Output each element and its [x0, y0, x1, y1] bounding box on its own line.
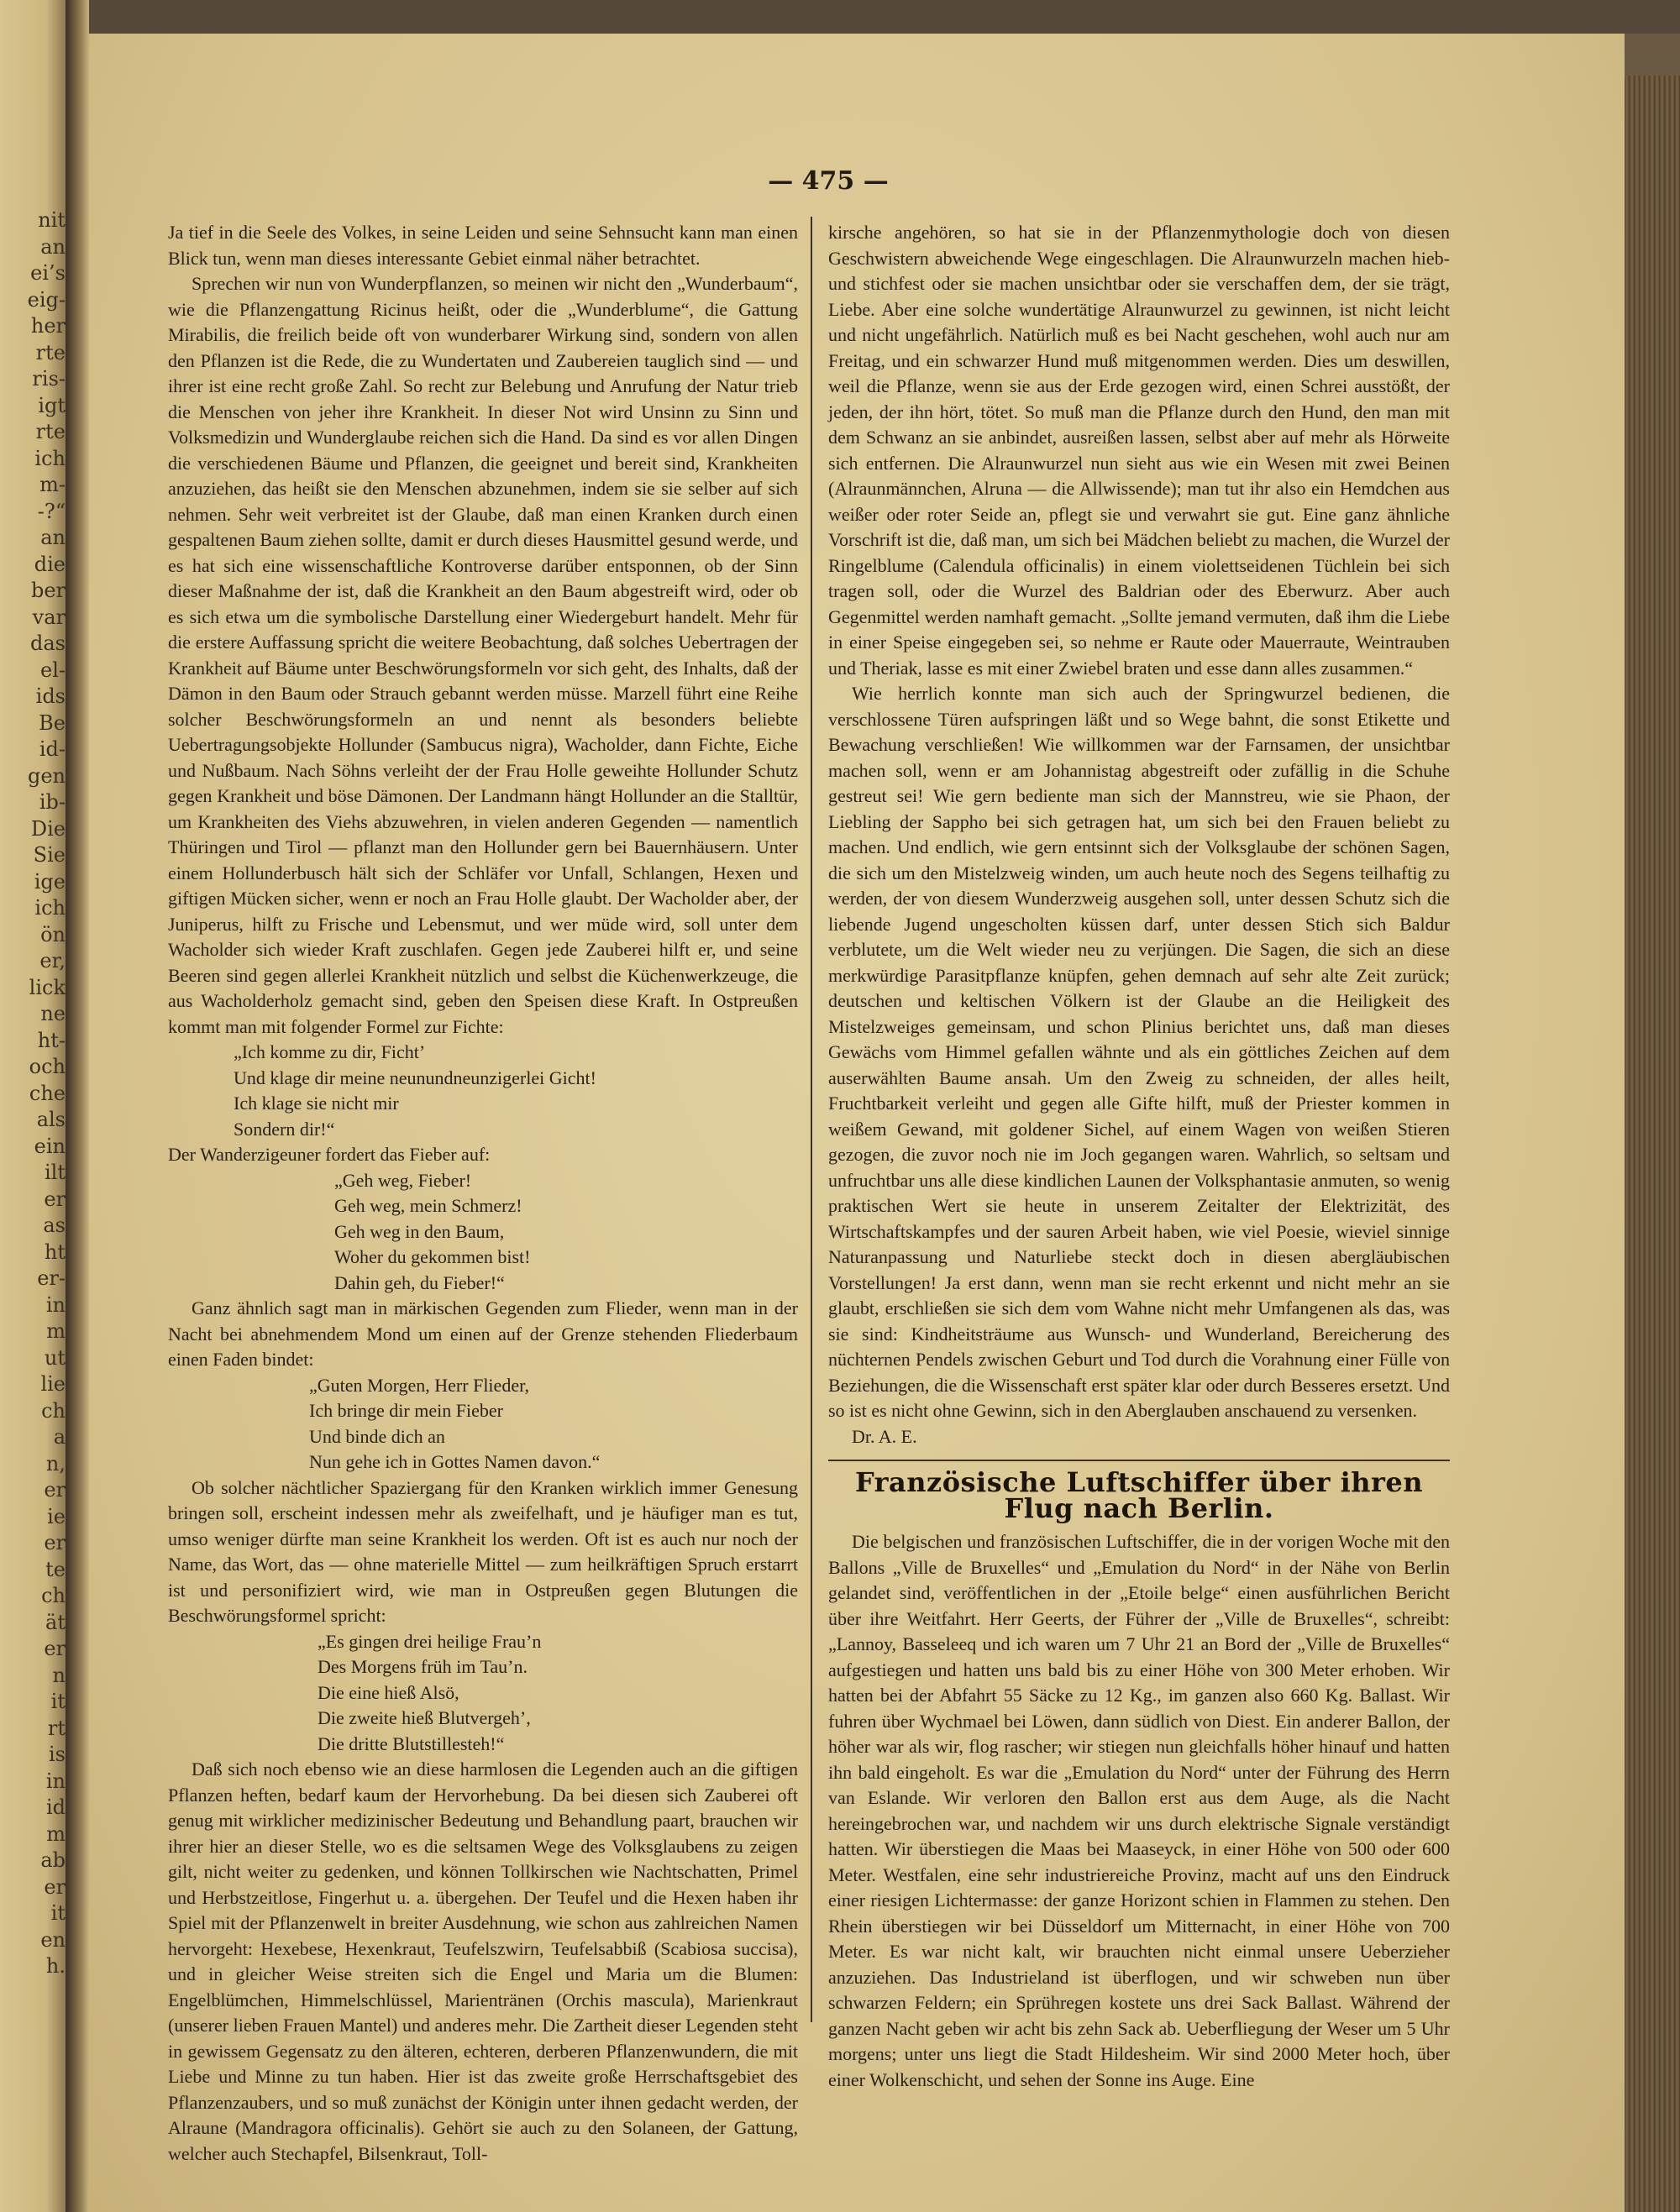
page-stack-edge: [1625, 76, 1680, 2212]
prev-page-fragment: m: [46, 1821, 66, 1846]
verse-line: „Geh weg, Fieber!: [334, 1169, 472, 1191]
prev-page-fragment: rt: [47, 1716, 66, 1740]
verse-line: Nun gehe ich in Gottes Namen davon.“: [309, 1451, 601, 1472]
prev-page-fragment: ut: [44, 1345, 66, 1370]
paragraph: Ob solcher nächtlicher Spaziergang für den Kranken wirklich immer Genesung bringen soll, erscheint indessen mehr als zweifelhaft, und je häufiger man es tut, umso weniger dürfte man seine Krankheit los werden. Oft ist es auch nur noch der Name, das Wort, das — ohne materielle Mittel — zum heilkräftigen Spruch erstarrt ist und personifiziert wird, wie man in Ostpreußen gegen Blutungen die Beschwörungsformel spricht:: [168, 1476, 798, 1626]
prev-page-fragment: ne: [40, 1002, 66, 1025]
prev-page-fragment: ich: [34, 896, 66, 920]
prev-page-fragment: ht-: [37, 1028, 66, 1052]
prev-page-fragment: as: [43, 1213, 66, 1237]
prev-page-fragment: en: [40, 1927, 66, 1952]
prev-page-fragment: ab: [40, 1848, 66, 1872]
prev-page-fragment: ib-: [39, 790, 66, 814]
paragraph: Sprechen wir nun von Wunderpflanzen, so meinen wir nicht den „Wunderbaum“, wie die Pflanzengattung Ricinus heißt, oder die „Wunderblume“, die Gattung Mirabilis, die freilich beide oft von wunderbarer Wirkung sind, sondern von allen den Pflanzen ist die Rede, die zu Wundertaten und Zaubereien tauglich sind — und ihrer ist eine recht große Zahl. So recht zur Belebung und Anrufung der Natur trieb die Menschen von jeher ihre Krankheit. In dieser Not wird Unsinn zu Sinn und Volksmedizin und Wunderglaube reichen sich die Hand. Da sind es vor allen Dingen die verschiedenen Bäume und Pflanzen, die geeignet und bereit sind, Krankheiten anzuziehen, das heißt sie den Menschen abzunehmen, indem sie sie selber auf sich nehmen. Sehr weit verbreitet ist der Glaube, daß man einen Kranken durch einen gespaltenen Baum ziehen sollte, damit er durch dieses Hausmittel gesund werde, und es hat sich eine wissenschaftliche Kontroverse darüber entsponnen, ob der Sinn dieser Maßnahme der ist, daß die Krankheit an den Baum abgestreift wird, oder ob es sich etwa um die symbolische Darstellung einer Wiedergeburt handelt. Mehr für die erstere Auffassung spricht die weitere Beobachtung, daß solches Uebertragen der Krankheit auf Bäume unter Beschwörungsformeln vor sich geht, des Inhalts, daß der Dämon in den Baum oder Strauch gebannt werden müsse. Marzell führt eine Reihe solcher Beschwörungsformeln an und nennt als besonders beliebte Uebertragungsobjekte Hollunder (Sambucus nigra), Wacholder, dann Fichte, Eiche und Nußbaum. Nach Söhns verleiht der der Frau Holle geweihte Hollunder Schutz gegen Krankheit und böse Dämonen. Der Landmann hängt Hollunder an die Stalltür, um Krankheiten des Viehs abzuwehren, in vielen anderen Gegenden — namentlich Thüringen und Tirol — pflanzt man den Hollunder gern bei Bauernhäusern. Unter einem Hollunderbusch hält sich der Schläfer vor Unfall, Schlangen, Hexen und giftigen Mücken sicher, wenn er noch an Frau Holle glaubt. Der Wacholder aber, der Juniperus, hilft zu Frische und Lebensmut, und wer müde wird, soll unter dem Wacholder sich wieder Kraft zuschlafen. Gegen jede Zauberei hilft er, und seine Beeren sind gegen allerlei Krankheit nützlich und selbst die Küchenwerkzeuge, die aus Wacholderholz gemacht sind, geben den Speisen diese Kraft. In Ostpreußen kommt man mit folgender Formel zur Fichte:: [168, 273, 798, 1037]
prev-page-fragment: it: [50, 1690, 66, 1713]
prev-page-fragment: ein: [34, 1134, 66, 1158]
prev-page-fragment: it: [50, 1901, 66, 1925]
headline-rule: [828, 1460, 1450, 1461]
prev-page-fragment: rte: [35, 340, 66, 364]
prev-page-fragment: er,: [39, 949, 66, 972]
prev-page-fragment: er: [44, 1531, 66, 1554]
prev-page-fragment: ch: [41, 1584, 66, 1607]
prev-page-fragment: Die: [30, 816, 66, 841]
paragraph: Wie herrlich konnte man sich auch der Springwurzel bedienen, die verschlossene Türen aufspringen läßt und so Wege bahnt, die sonst Etikette und Bewachung verschließen! Wie willkommen war der Farnsamen, der unsichtbar machen soll, wenn er am Johannistag abgestreift oder zufällig in die Schuhe gestreut sei! Wie gern bediente man sich der Mannstreu, wie sie Phaon, der Liebling der Sappho bei sich getragen hat, um sich bei den Frauen beliebt zu machen. Und endlich, wie gern entsinnt sich der Volksglaube der schönen Sagen, die sich um den Mistelzweig winden, um auch heute noch des Segens teilhaftig zu werden, der von diesem Wunderzweig ausgehen soll, unter dessen Schutz sich die liebende Jugend ungescholten küssen darf, unter dessen Stich sich Baldur verblutete, um die Welt wieder neu zu verjüngen. Die Sagen, die sich an diese merkwürdige Parasitpflanze knüpfen, gehen demnach auf sehr alte Zeit zurück; deutschen und keltischen Völkern ist der Glaube an die Heiligkeit des Mistelzweiges gemeinsam, und schon Plinius berichtet uns, daß man dieses Gewächs vom Himmel gefallen wähnte und als ein göttliches Zeichen auf dem auserwählten Baume ansah. Um den Zweig zu schneiden, der alles heilt, Fruchtbarkeit verleiht und gegen alle Gifte hilft, muß der Priester kommen in weißem Gewand, mit goldener Sichel, auf einem Wagen von weißen Stieren gezogen, die zuvor noch nie im Joch gegangen waren. Wahrlich, so seltsam und unfruchtbar uns alle diese kindlichen Launen der Volksphantasie anmuten, so wenig praktischen Wert sie heute in unserem Zeitalter der Elektrizität, des Wirtschaftskampfes und der sauren Arbeit haben, wie viel Poesie, wieviel sinnige Naturanpassung und Naturliebe steckt doch in diesen abergläubischen Vorstellungen! Ja erst dann, wenn man sie recht erkennt und nicht mehr an sie glaubt, erschließen sie sich dem vom Wahne nicht mehr Umfangenen als das, was sie sind: Kindheitsträume aus Wunsch- und Wunderland, Bereicherung des nüchternen Pendels zwischen Geburt und Tod durch die Vorahnung einer Fülle von Beziehungen, die die Wissenschaft erst später klar oder durch Besseres ersetzt. Und so ist es nicht ohne Gewinn, sich in den Aberglauben anschauend zu versenken.: [828, 683, 1450, 1421]
paragraph: Der Wanderzigeuner fordert das Fieber auf:: [168, 1144, 491, 1165]
verse-line: „Ich komme zu dir, Ficht’: [234, 1041, 426, 1062]
prev-page-fragment: gen: [27, 763, 66, 788]
verse-line: Die eine hieß Alsö,: [318, 1681, 459, 1703]
paragraph: kirsche angehören, so hat sie in der Pflanzenmythologie doch von diesen Geschwistern abweichende Wege eingeschlagen. Die Alraunwurzeln machen hieb- und stichfest oder sie machen unsichtbar oder sie verschaffen dem, der sie trägt, Liebe. Aber eine solche wundertätige Alraunwurzel zu gewinnen, ist nicht leicht und nicht ungefährlich. Natürlich muß es bei Nacht geschehen, wohl auch nur am Freitag, und ein schwarzer Hund muß mitgenommen werden. Dies um deswillen, weil die Pflanze, wenn sie aus der Erde gezogen wird, einen Schrei ausstößt, der jeden, der ihn hört, tötet. So muß man die Pflanze durch den Hund, den man mit dem Schwanz an sie anbindet, ausreißen lassen, selbst aber auf mehr als Hörweite sich entfernen. Die Alraunwurzel nun sieht aus wie ein Wesen mit zwei Beinen (Alraunmännchen, Alruna — die Allwissende); man tut ihr also ein Hemdchen aus weißer oder roter Seide an, pflegt sie und verwahrt sie gut. Eine ganz ähnliche Vorschrift ist die, daß man, um sich bei Mädchen beliebt zu machen, die Wurzel der Ringelblume (Calendula officinalis) in einem violettseidenen Tüchlein bei sich tragen soll, oder die Wurzel des Baldrian oder des Eberwurz. Aber auch Gegenmittel werden namhaft gemacht. „Sollte jemand vermuten, daß ihm die Liebe in einer Speise eingegeben sei, so nehme er Raute oder Mauerraute, Weintrauben und Theriak, lasse es mit einer Zwiebel braten und esse dann alles zusammen.“: [828, 222, 1450, 679]
prev-page-fragment: er: [44, 1478, 66, 1502]
prev-page-fragment: igt: [38, 393, 66, 417]
column-rule: [811, 217, 812, 2022]
prev-page-fragment: id-: [39, 737, 66, 761]
verse-line: „Guten Morgen, Herr Flieder,: [309, 1374, 530, 1396]
prev-page-fragment: a: [53, 1425, 66, 1449]
article-signature: Dr. A. E.: [852, 1425, 917, 1447]
prev-page-fragment: ch: [41, 1398, 66, 1423]
verse-line: Des Morgens früh im Tau’n.: [318, 1656, 528, 1677]
verse-line: „Es gingen drei heilige Frau’n: [318, 1630, 542, 1652]
article-headline: Französische Luftschiffer über ihren Flug nach Berlin.: [855, 1466, 1423, 1524]
prev-page-fragment: er: [44, 1874, 66, 1899]
prev-page-fragment: ber: [30, 579, 66, 602]
prev-page-fragment: m: [46, 1319, 66, 1343]
prev-page-fragment: ige: [34, 869, 66, 894]
page-number: — 475 —: [768, 166, 889, 196]
verse-line: Woher du gekommen bist!: [334, 1246, 531, 1267]
prev-page-fragment: die: [34, 552, 66, 576]
prev-page-fragment: te: [45, 1557, 66, 1581]
prev-page-fragment: n,: [45, 1451, 66, 1476]
verse-line: Dahin geh, du Fieber!“: [334, 1271, 505, 1293]
prev-page-fragment: -?“: [37, 499, 66, 523]
prev-page-fragment: das: [30, 632, 66, 655]
prev-page-fragment: ät: [45, 1610, 66, 1634]
prev-page-fragment: Be: [39, 710, 66, 735]
previous-page-edge: [0, 0, 66, 2212]
prev-page-fragment: lie: [40, 1372, 66, 1396]
right-column-body: [828, 220, 1450, 1424]
prev-page-fragment: m-: [39, 473, 66, 496]
left-column: [168, 220, 798, 2167]
verse-line: Und klage dir meine neunundneunzigerlei Gicht!: [234, 1067, 596, 1088]
prev-page-fragment: ei’s: [30, 261, 66, 285]
prev-page-fragment: el-: [40, 658, 66, 682]
prev-page-fragment: in: [45, 1292, 66, 1317]
prev-page-fragment: er-: [37, 1266, 66, 1290]
prev-page-fragment: n: [52, 1663, 66, 1687]
prev-page-fragment: an: [40, 234, 66, 259]
paragraph: Ganz ähnlich sagt man in märkischen Gegenden zum Flieder, wenn man in der Nacht bei abnehmendem Mond um einen auf der Grenze stehenden Fliederbaum einen Faden bindet:: [168, 1297, 798, 1370]
prev-page-fragment: er: [44, 1637, 66, 1660]
prev-page-fragment: h.: [45, 1954, 66, 1978]
verse-line: Sondern dir!“: [234, 1118, 335, 1140]
prev-page-fragment: rte: [35, 420, 66, 443]
prev-page-fragment: Sie: [33, 843, 66, 867]
prev-page-fragment: ön: [40, 922, 66, 946]
prev-page-fragment: var: [32, 605, 66, 629]
article-body: Die belgischen und französischen Luftschiffer, die in der vorigen Woche mit den Ballons „Ville de Bruxelles“ und „Emulation du Nord“ in der Nähe von Berlin gelandet sind, veröffentlichen in der „Etoile belge“ einen ausführlichen Bericht über ihre Weitfahrt. Herr Geerts, der Führer der „Ville de Bruxelles“, schreibt: „Lannoy, Basseleeq und ich waren um 7 Uhr 21 an Bord der „Ville de Bruxelles“ aufgestiegen und hatten uns bald bis zu einer Höhe von 300 Meter erhoben. Wir hatten bei der Abfahrt 55 Säcke zu 12 Kg., im ganzen also 660 Kg. Ballast. Wir fuhren über Wychmael bei Löwen, dann südlich von Diest. Ein anderer Ballon, der höher war als wir, flog rascher; wir stiegen nun gleichfalls höher hinauf und hatten ihn bald eingeholt. Es war die „Emulation du Nord“ unter der Führung des Herrn van Eslande. Wir verloren den Ballon erst aus dem Auge, als die Nacht hereingebrochen war, und nachdem wir uns durch elektrische Signale verständigt hatten. Wir überstiegen die Maas bei Maaseyck, in einer Höhe von 500 oder 600 Meter. Westfalen, eine sehr industriereiche Provinz, macht auf uns den Eindruck einer riesigen Lichtermasse: der ganze Horizont schien in Flammen zu stehen. Den Rhein überstiegen wir bei Düsseldorf um Mitternacht, in einer Höhe von 700 Meter. Es war nicht kalt, wir brauchten nicht einmal unsere Ueberzieher anzuziehen. Das Industrieland ist überflogen, und wir schweben nun über schwarzen Feldern; ein Sprühregen kostete uns drei Sack Ballast. Während der ganzen Nacht geben wir acht bis zehn Sack ab. Ueberfliegung der Weser um 5 Uhr morgens; unter uns liegt die Stadt Hildesheim. Wir sind 2000 Meter hoch, über einer Wolkenschicht, und sehen der Sonne ins Auge. Eine: [828, 1531, 1450, 2090]
book-gutter: [66, 0, 89, 2212]
verse-line: Geh weg, mein Schmerz!: [334, 1195, 522, 1216]
prev-page-fragment: in: [45, 1769, 66, 1793]
prev-page-fragment: is: [49, 1743, 66, 1766]
right-column: [828, 220, 1450, 2093]
verse-line: Ich klage sie nicht mir: [234, 1093, 399, 1114]
prev-page-fragment: ids: [35, 684, 66, 708]
prev-page-fragment: her: [30, 314, 66, 338]
prev-page-fragment: ris-: [32, 367, 66, 391]
prev-page-fragment: ie: [47, 1504, 66, 1528]
prev-page-fragment: eig-: [27, 287, 66, 312]
paragraph: Ja tief in die Seele des Volkes, in seine Leiden und seine Sehnsucht kann man einen Blick tun, wenn man dieses interessante Gebiet einmal näher betrachtet.: [168, 222, 798, 269]
prev-page-fragment: er: [44, 1187, 66, 1211]
prev-page-fragment: ich: [34, 446, 66, 470]
verse-line: Ich bringe dir mein Fieber: [309, 1400, 503, 1421]
prev-page-fragment: lick: [29, 975, 66, 999]
verse-line: Geh weg in den Baum,: [334, 1220, 505, 1242]
prev-page-fragment: ht: [44, 1240, 66, 1264]
prev-page-fragment: che: [29, 1081, 66, 1105]
prev-page-fragment: nit: [38, 208, 66, 232]
prev-page-fragment: an: [40, 526, 66, 549]
verse-line: Und binde dich an: [309, 1425, 445, 1447]
verse-line: Die dritte Blutstillesteh!“: [318, 1732, 505, 1754]
verse-line: Die zweite hieß Blutvergeh’,: [318, 1707, 531, 1728]
paragraph: Daß sich noch ebenso wie an diese harmlosen die Legenden auch an die giftigen Pflanzen heften, bedarf kaum der Hervorhebung. Da bei diesen sich Zauberei oft genug mit wirklicher medizinischer Bedeutung und Behandlung paart, brauchen wir ihrer hier an dieser Stelle, wo es die seltsamen Wege des Volksglaubens zu zeigen gilt, nicht weiter zu gedenken, und können Tollkirschen wie Nachtschatten, Primel und Herbstzeitlose, Fingerhut u. a. übergehen. Der Teufel und die Hexen haben ihr Spiel mit der Pflanzenwelt in breiter Ausdehnung, wie schon aus zahlreichen Namen hervorgeht: Hexebese, Hexenkraut, Teufelszwirn, Teufelsabbiß (Scabiosa succisa), und in gleicher Weise streiten sich die Engel und Maria um die Blumen: Engelblümchen, Himmelschlüssel, Marientränen (Orchis mascula), Marienkraut (unserer lieben Frauen Mantel) und anderes mehr. Die Zartheit dieser Legenden steht in gewissem Gegensatz zu den älteren, echteren, derberen Pflanzenwundern, die mit Liebe und Minne zu tun haben. Hier ist das zweite große Herrschaftsgebiet des Pflanzenzaubers, und so muß zunächst der Königin unter ihnen gedacht werden, der Alraune (Mandragora officinalis). Gehört sie auch zu den Solaneen, der Gattung, welcher auch Stechapfel, Bilsenkraut, Toll-: [168, 1759, 798, 2164]
prev-page-fragment: ilt: [45, 1161, 66, 1184]
prev-page-fragment: och: [29, 1055, 66, 1078]
prev-page-fragment: als: [36, 1108, 66, 1131]
prev-page-fragment: id: [45, 1795, 66, 1819]
scan-top-border: [0, 0, 1680, 34]
